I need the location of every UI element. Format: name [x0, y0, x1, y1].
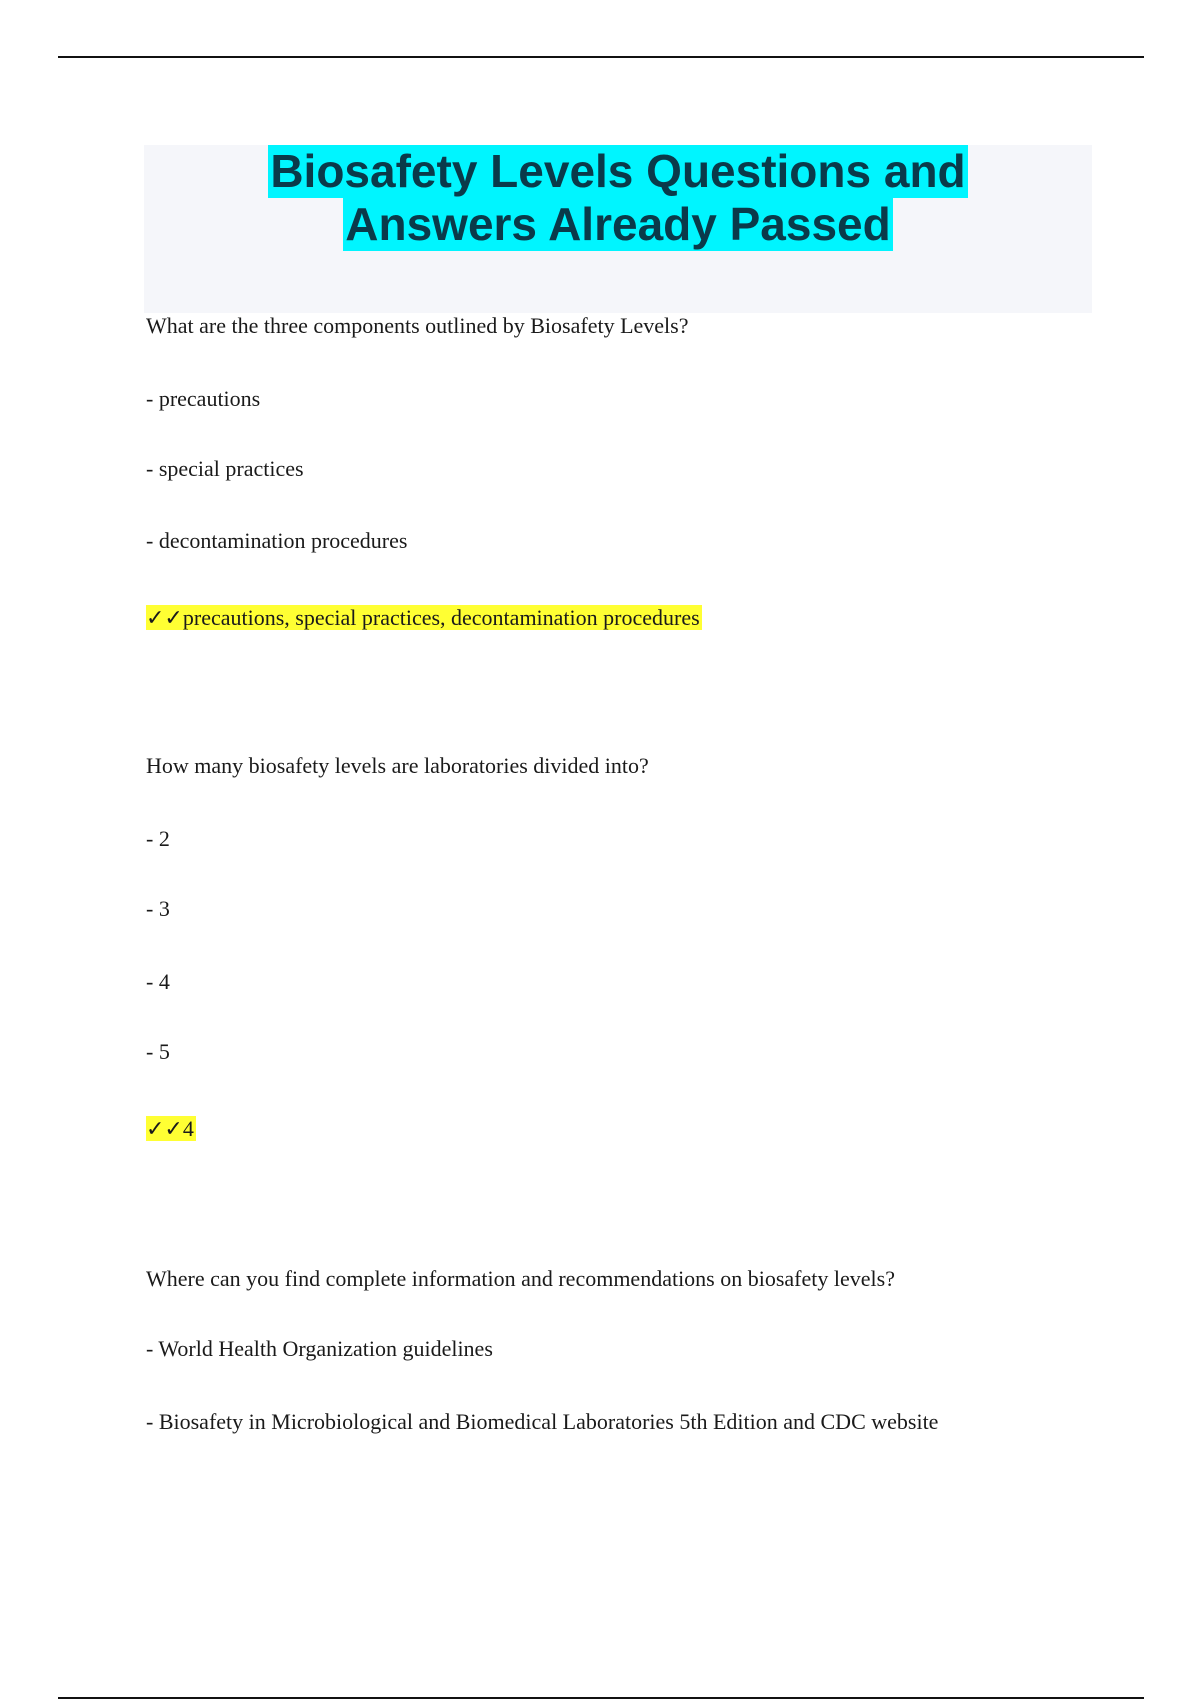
question-1-option-1: - precautions: [146, 386, 261, 411]
question-1: What are the three components outlined by Biosafety Levels?: [146, 313, 689, 338]
question-1-option-2: - special practices: [146, 456, 304, 481]
top-rule: [58, 56, 1144, 58]
answer-text: precautions, special practices, decontamination procedures: [182, 605, 700, 630]
document-title-line-2: Answers Already Passed: [345, 198, 891, 250]
question-2-option-1: - 2: [146, 826, 170, 851]
question-2-option-2: - 3: [146, 896, 170, 921]
question-3-option-1: - World Health Organization guidelines: [146, 1336, 493, 1361]
title-block: [144, 145, 1092, 313]
question-1-option-3: - decontamination procedures: [146, 528, 408, 553]
question-2-option-3: - 4: [146, 969, 170, 994]
bottom-rule: [58, 1697, 1144, 1699]
answer-text: 4: [182, 1116, 194, 1141]
question-2-option-4: - 5: [146, 1039, 170, 1064]
question-1-answer: [146, 604, 702, 633]
question-2-answer: [146, 1115, 196, 1144]
check-mark-icon: ✓✓: [146, 1117, 183, 1142]
question-3-option-2: - Biosafety in Microbiological and Biomedical Laboratories 5th Edition and CDC website: [146, 1409, 939, 1434]
question-2: How many biosafety levels are laboratories divided into?: [146, 753, 649, 778]
question-3: Where can you find complete information and recommendations on biosafety levels?: [146, 1266, 895, 1291]
document-title-line-1: Biosafety Levels Questions and: [270, 145, 966, 197]
check-mark-icon: ✓✓: [146, 606, 183, 631]
